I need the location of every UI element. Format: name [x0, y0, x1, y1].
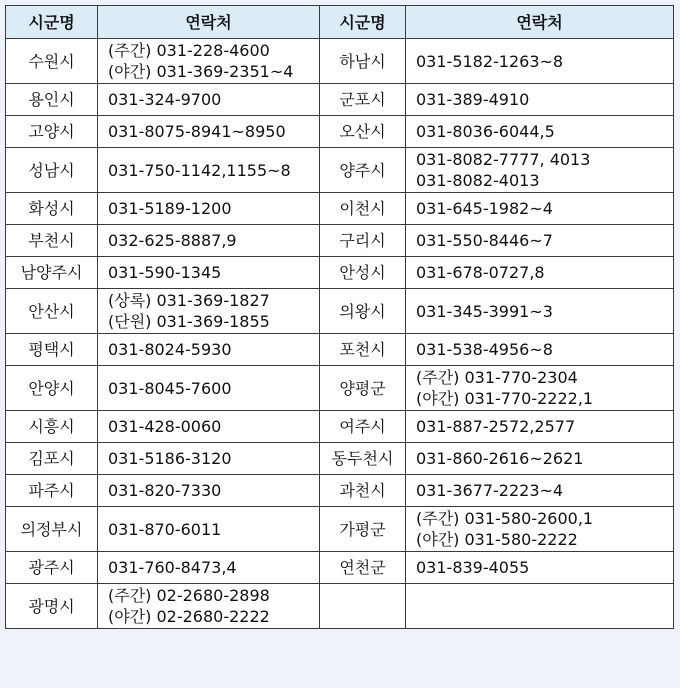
contact-cell-left	[98, 334, 320, 366]
contact-cell-left	[98, 411, 320, 443]
contact-number: 031-887-2572,2577	[416, 417, 576, 436]
contact-number: 031-8045-7600	[108, 378, 232, 398]
contact-number: 031-8075-8941~8950	[108, 122, 286, 141]
contact-cell-right	[406, 84, 674, 116]
contact-cell-left	[98, 443, 320, 475]
table-row	[6, 507, 674, 552]
contact-cell-right	[406, 584, 674, 629]
city-name-right: 동두천시	[320, 443, 406, 475]
contact-cell-left	[98, 193, 320, 225]
city-name-left: 용인시	[6, 84, 98, 116]
contact-number: 031-870-6011	[108, 519, 222, 539]
contact-cell-right	[406, 257, 674, 289]
city-name-left: 의정부시	[6, 507, 98, 552]
contact-number: 031-8082-4013	[416, 171, 540, 190]
contact-cell-left	[98, 116, 320, 148]
contact-number: 031-5182-1263~8	[416, 51, 564, 71]
contact-cell-right	[406, 475, 674, 507]
contact-cell-left	[98, 289, 320, 334]
contact-cell-left	[98, 507, 320, 552]
contact-number: 031-3677-2223~4	[416, 481, 564, 500]
city-name-left: 안산시	[6, 289, 98, 334]
contact-cell-left	[98, 39, 320, 84]
table-row	[6, 366, 674, 411]
contact-number: 031-820-7330	[108, 481, 222, 500]
contact-cell-right	[406, 507, 674, 552]
contact-cell-left	[98, 84, 320, 116]
header-contact-right: 연락처	[406, 6, 674, 39]
contact-number: 031-8024-5930	[108, 340, 232, 359]
contact-number: (야간) 031-580-2222	[416, 530, 578, 549]
contact-number: 031-5186-3120	[108, 449, 232, 468]
contact-number: (상록) 031-369-1827	[108, 291, 270, 310]
city-name-left: 수원시	[6, 39, 98, 84]
table-row	[6, 84, 674, 116]
contact-number: 031-428-0060	[108, 417, 222, 436]
contact-cell-right	[406, 225, 674, 257]
city-name-right: 오산시	[320, 116, 406, 148]
city-name-right: 양주시	[320, 148, 406, 193]
city-name-left: 성남시	[6, 148, 98, 193]
city-name-left: 광명시	[6, 584, 98, 629]
contact-cell-right	[406, 148, 674, 193]
city-name-left: 시흥시	[6, 411, 98, 443]
header-city-left: 시군명	[6, 6, 98, 39]
contact-cell-left	[98, 366, 320, 411]
city-name-right: 포천시	[320, 334, 406, 366]
table-row	[6, 475, 674, 507]
city-name-left: 광주시	[6, 552, 98, 584]
contact-table-container	[5, 5, 673, 629]
contact-number: 031-760-8473,4	[108, 558, 237, 577]
city-name-left: 안양시	[6, 366, 98, 411]
contact-cell-right	[406, 289, 674, 334]
table-row	[6, 257, 674, 289]
contact-number: 031-538-4956~8	[416, 340, 553, 359]
table-row	[6, 584, 674, 629]
contact-number: 031-750-1142,1155~8	[108, 160, 291, 180]
contact-number: 031-590-1345	[108, 263, 222, 282]
city-name-right: 가평군	[320, 507, 406, 552]
contact-number: 032-625-8887,9	[108, 231, 237, 250]
contact-number: (단원) 031-369-1855	[108, 312, 270, 331]
contact-number: (주간) 031-580-2600,1	[416, 509, 594, 528]
city-name-left: 평택시	[6, 334, 98, 366]
contact-cell-right	[406, 552, 674, 584]
city-name-left: 남양주시	[6, 257, 98, 289]
header-city-right: 시군명	[320, 6, 406, 39]
contact-number: 031-550-8446~7	[416, 231, 553, 250]
contact-cell-right	[406, 193, 674, 225]
contact-number: 031-678-0727,8	[416, 263, 545, 282]
city-name-right: 과천시	[320, 475, 406, 507]
table-row	[6, 116, 674, 148]
table-row	[6, 225, 674, 257]
table-row	[6, 39, 674, 84]
city-name-right: 의왕시	[320, 289, 406, 334]
city-name-left: 부천시	[6, 225, 98, 257]
city-name-right: 안성시	[320, 257, 406, 289]
city-name-right: 양평군	[320, 366, 406, 411]
city-name-right: 여주시	[320, 411, 406, 443]
city-name-left: 화성시	[6, 193, 98, 225]
contact-cell-left	[98, 584, 320, 629]
city-name-right: 구리시	[320, 225, 406, 257]
city-name-right	[320, 584, 406, 629]
contact-cell-right	[406, 39, 674, 84]
city-name-left: 고양시	[6, 116, 98, 148]
contact-cell-right	[406, 443, 674, 475]
city-name-left: 파주시	[6, 475, 98, 507]
contact-number: (주간) 031-770-2304	[416, 368, 578, 387]
contact-number: 031-839-4055	[416, 558, 530, 577]
contact-cell-left	[98, 225, 320, 257]
contact-number: 031-645-1982~4	[416, 199, 553, 218]
header-contact-left: 연락처	[98, 6, 320, 39]
contact-number: (야간) 031-770-2222,1	[416, 389, 594, 408]
city-name-right: 하남시	[320, 39, 406, 84]
contact-number: 031-5189-1200	[108, 199, 232, 218]
contact-number: (야간) 031-369-2351~4	[108, 62, 294, 81]
contact-number: (주간) 02-2680-2898	[108, 586, 270, 605]
table-body	[6, 39, 674, 629]
contact-number: 031-389-4910	[416, 90, 530, 109]
contact-number: (야간) 02-2680-2222	[108, 607, 270, 626]
table-row	[6, 552, 674, 584]
contact-cell-right	[406, 411, 674, 443]
contact-number: 031-345-3991~3	[416, 301, 553, 321]
contact-cell-left	[98, 257, 320, 289]
table-row	[6, 193, 674, 225]
header-row	[6, 6, 674, 39]
city-name-right: 군포시	[320, 84, 406, 116]
contact-cell-left	[98, 475, 320, 507]
contact-number: (주간) 031-228-4600	[108, 41, 270, 60]
table-row	[6, 443, 674, 475]
table-row	[6, 148, 674, 193]
contact-number: 031-8082-7777, 4013	[416, 150, 591, 169]
city-name-left: 김포시	[6, 443, 98, 475]
contact-number: 031-324-9700	[108, 90, 222, 109]
contact-number: 031-860-2616~2621	[416, 449, 584, 468]
contact-table	[5, 5, 674, 629]
city-name-right: 연천군	[320, 552, 406, 584]
contact-number: 031-8036-6044,5	[416, 122, 555, 141]
table-row	[6, 411, 674, 443]
contact-cell-right	[406, 366, 674, 411]
city-name-right: 이천시	[320, 193, 406, 225]
contact-cell-right	[406, 116, 674, 148]
table-row	[6, 334, 674, 366]
contact-cell-left	[98, 148, 320, 193]
contact-cell-left	[98, 552, 320, 584]
contact-cell-right	[406, 334, 674, 366]
table-row	[6, 289, 674, 334]
